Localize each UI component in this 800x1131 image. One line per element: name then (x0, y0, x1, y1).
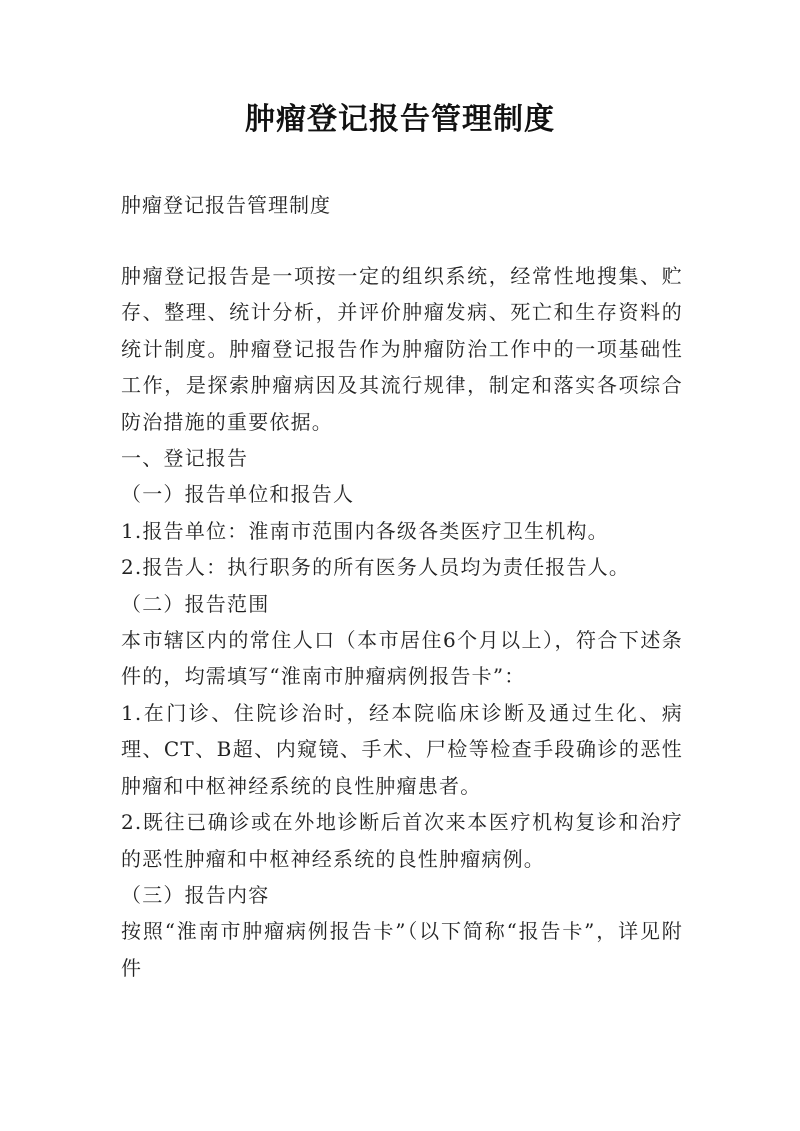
subsection-heading-scope: （二）报告范围 (121, 591, 270, 616)
document-subtitle: 肿瘤登记报告管理制度 (121, 193, 331, 217)
content-paragraph: 按照“淮南市肿瘤病例报告卡”（以下简称“报告卡”，详见附件 (121, 919, 683, 980)
subsection-heading-content: （三）报告内容 (121, 882, 270, 907)
document-title: 肿瘤登记报告管理制度 (245, 102, 555, 137)
subsection-heading-units: （一）报告单位和报告人 (121, 482, 355, 507)
intro-paragraph: 肿瘤登记报告是一项按一定的组织系统，经常性地搜集、贮存、整理、统计分析，并评价肿瘤发病、死亡和生存资料的统计制度。肿瘤登记报告作为肿瘤防治工作中的一项基础性工作，是探索肿瘤病因及其流行规律，制定和落实各项综合防治措施的重要依据。 (121, 264, 683, 434)
list-item-scope-1: 1.在门诊、住院诊治时，经本院临床诊断及通过生化、病理、CT、B超、内窥镜、手术、尸检等检查手段确诊的恶性肿瘤和中枢神经系统的良性肿瘤患者。 (121, 700, 683, 798)
scope-paragraph: 本市辖区内的常住人口（本市居住6个月以上），符合下述条件的，均需填写“淮南市肿瘤病例报告卡”： (121, 628, 683, 689)
document-body (121, 258, 683, 986)
list-item-scope-2: 2.既往已确诊或在外地诊断后首次来本医疗机构复诊和治疗的恶性肿瘤和中枢神经系统的良性肿瘤病例。 (121, 810, 683, 871)
list-item-reporter: 2.报告人：执行职务的所有医务人员均为责任报告人。 (121, 555, 631, 580)
section-heading-registration: 一、登记报告 (121, 446, 249, 471)
list-item-reporting-unit: 1.报告单位：淮南市范围内各级各类医疗卫生机构。 (121, 518, 609, 543)
